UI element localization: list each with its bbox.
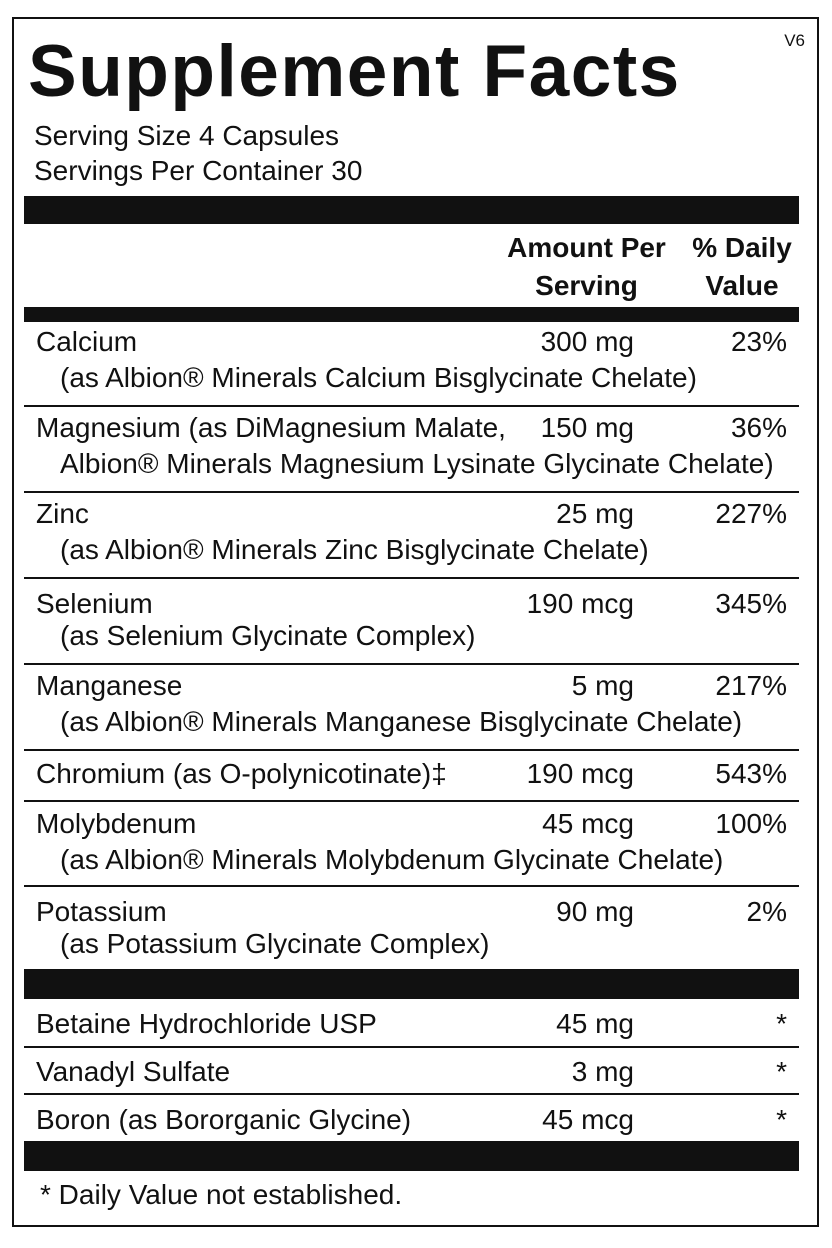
nutrient-source: (as Albion® Minerals Molybdenum Glycinate Chelate) (60, 844, 724, 875)
supplement-facts-panel (12, 17, 819, 1227)
nutrient-source: (as Albion® Minerals Calcium Bisglycinate Chelate) (60, 362, 697, 393)
column-header-amount: Amount Per Serving (507, 232, 666, 301)
row-divider (24, 800, 799, 802)
row-divider (24, 577, 799, 579)
version-code: V6 (784, 31, 805, 50)
ingredient-name: Betaine Hydrochloride USP (36, 1008, 377, 1039)
row-divider (24, 749, 799, 751)
nutrient-amount: 190 mcg (526, 588, 634, 619)
nutrient-daily-value: 227% (715, 498, 787, 529)
nutrient-name: Molybdenum (36, 808, 197, 839)
footer-divider-bar (24, 1141, 799, 1171)
nutrient-amount: 90 mg (556, 896, 634, 927)
nutrient-amount: 5 mg (571, 670, 634, 701)
ingredient-row-betaine (24, 1002, 807, 1046)
row-divider (24, 1093, 799, 1095)
nutrient-source: (as Selenium Glycinate Complex) (60, 620, 476, 651)
ingredient-name: Boron (as Bororganic Glycine) (36, 1104, 412, 1135)
nutrient-amount: 45 mcg (542, 808, 634, 839)
nutrient-row-potassium (24, 890, 807, 972)
servings-per-container: Servings Per Container 30 (34, 155, 363, 186)
nutrient-daily-value: 36% (730, 412, 787, 443)
nutrient-name: Manganese (36, 670, 183, 701)
nutrient-amount: 150 mg (540, 412, 634, 443)
nutrient-daily-value: 543% (715, 758, 787, 789)
nutrient-name: Selenium (36, 588, 153, 619)
nutrient-row-zinc (24, 496, 807, 578)
nutrient-name: Zinc (36, 498, 89, 529)
nutrient-daily-value: 23% (730, 326, 787, 357)
footnote: * Daily Value not established. (40, 1179, 403, 1210)
ingredient-daily-value: * (776, 1056, 787, 1087)
nutrient-name: Potassium (36, 896, 167, 927)
ingredient-amount: 3 mg (571, 1056, 634, 1087)
row-divider (24, 663, 799, 665)
nutrient-source: (as Potassium Glycinate Complex) (60, 928, 490, 959)
nutrient-row-molybdenum (24, 806, 807, 888)
nutrient-row-calcium (24, 324, 807, 406)
nutrient-daily-value: 345% (715, 588, 787, 619)
ingredient-daily-value: * (776, 1104, 787, 1135)
nutrient-amount: 300 mg (540, 326, 634, 357)
nutrient-daily-value: 100% (715, 808, 787, 839)
nutrient-row-selenium (24, 582, 807, 664)
nutrient-daily-value: 2% (746, 896, 787, 927)
column-header-daily-value: % Daily Value (692, 232, 792, 301)
row-divider (24, 1046, 799, 1048)
nutrient-source: Albion® Minerals Magnesium Lysinate Glycinate Chelate) (60, 448, 774, 479)
nutrient-name: Chromium (as O-polynicotinate)‡ (36, 758, 447, 789)
section-divider-bar (24, 969, 799, 999)
label-title: Supplement Facts (28, 31, 681, 112)
column-header-bar (24, 307, 799, 322)
ingredient-amount: 45 mg (556, 1008, 634, 1039)
nutrient-row-magnesium (24, 410, 807, 492)
row-divider (24, 491, 799, 493)
serving-size: Serving Size 4 Capsules (34, 120, 340, 151)
ingredient-row-boron (24, 1098, 807, 1142)
nutrient-name: Magnesium (as DiMagnesium Malate, (36, 412, 506, 443)
ingredient-name: Vanadyl Sulfate (36, 1056, 231, 1087)
nutrient-source: (as Albion® Minerals Zinc Bisglycinate Chelate) (60, 534, 649, 565)
ingredient-row-vanadyl (24, 1050, 807, 1094)
nutrient-amount: 190 mcg (526, 758, 634, 789)
nutrient-daily-value: 217% (715, 670, 787, 701)
ingredient-amount: 45 mcg (542, 1104, 634, 1135)
row-divider (24, 885, 799, 887)
nutrient-source: (as Albion® Minerals Manganese Bisglycinate Chelate) (60, 706, 743, 737)
nutrient-row-chromium (24, 756, 807, 800)
header-divider-bar (24, 196, 799, 224)
nutrient-amount: 25 mg (556, 498, 634, 529)
row-divider (24, 405, 799, 407)
nutrient-row-manganese (24, 668, 807, 750)
nutrient-name: Calcium (36, 326, 138, 357)
ingredient-daily-value: * (776, 1008, 787, 1039)
